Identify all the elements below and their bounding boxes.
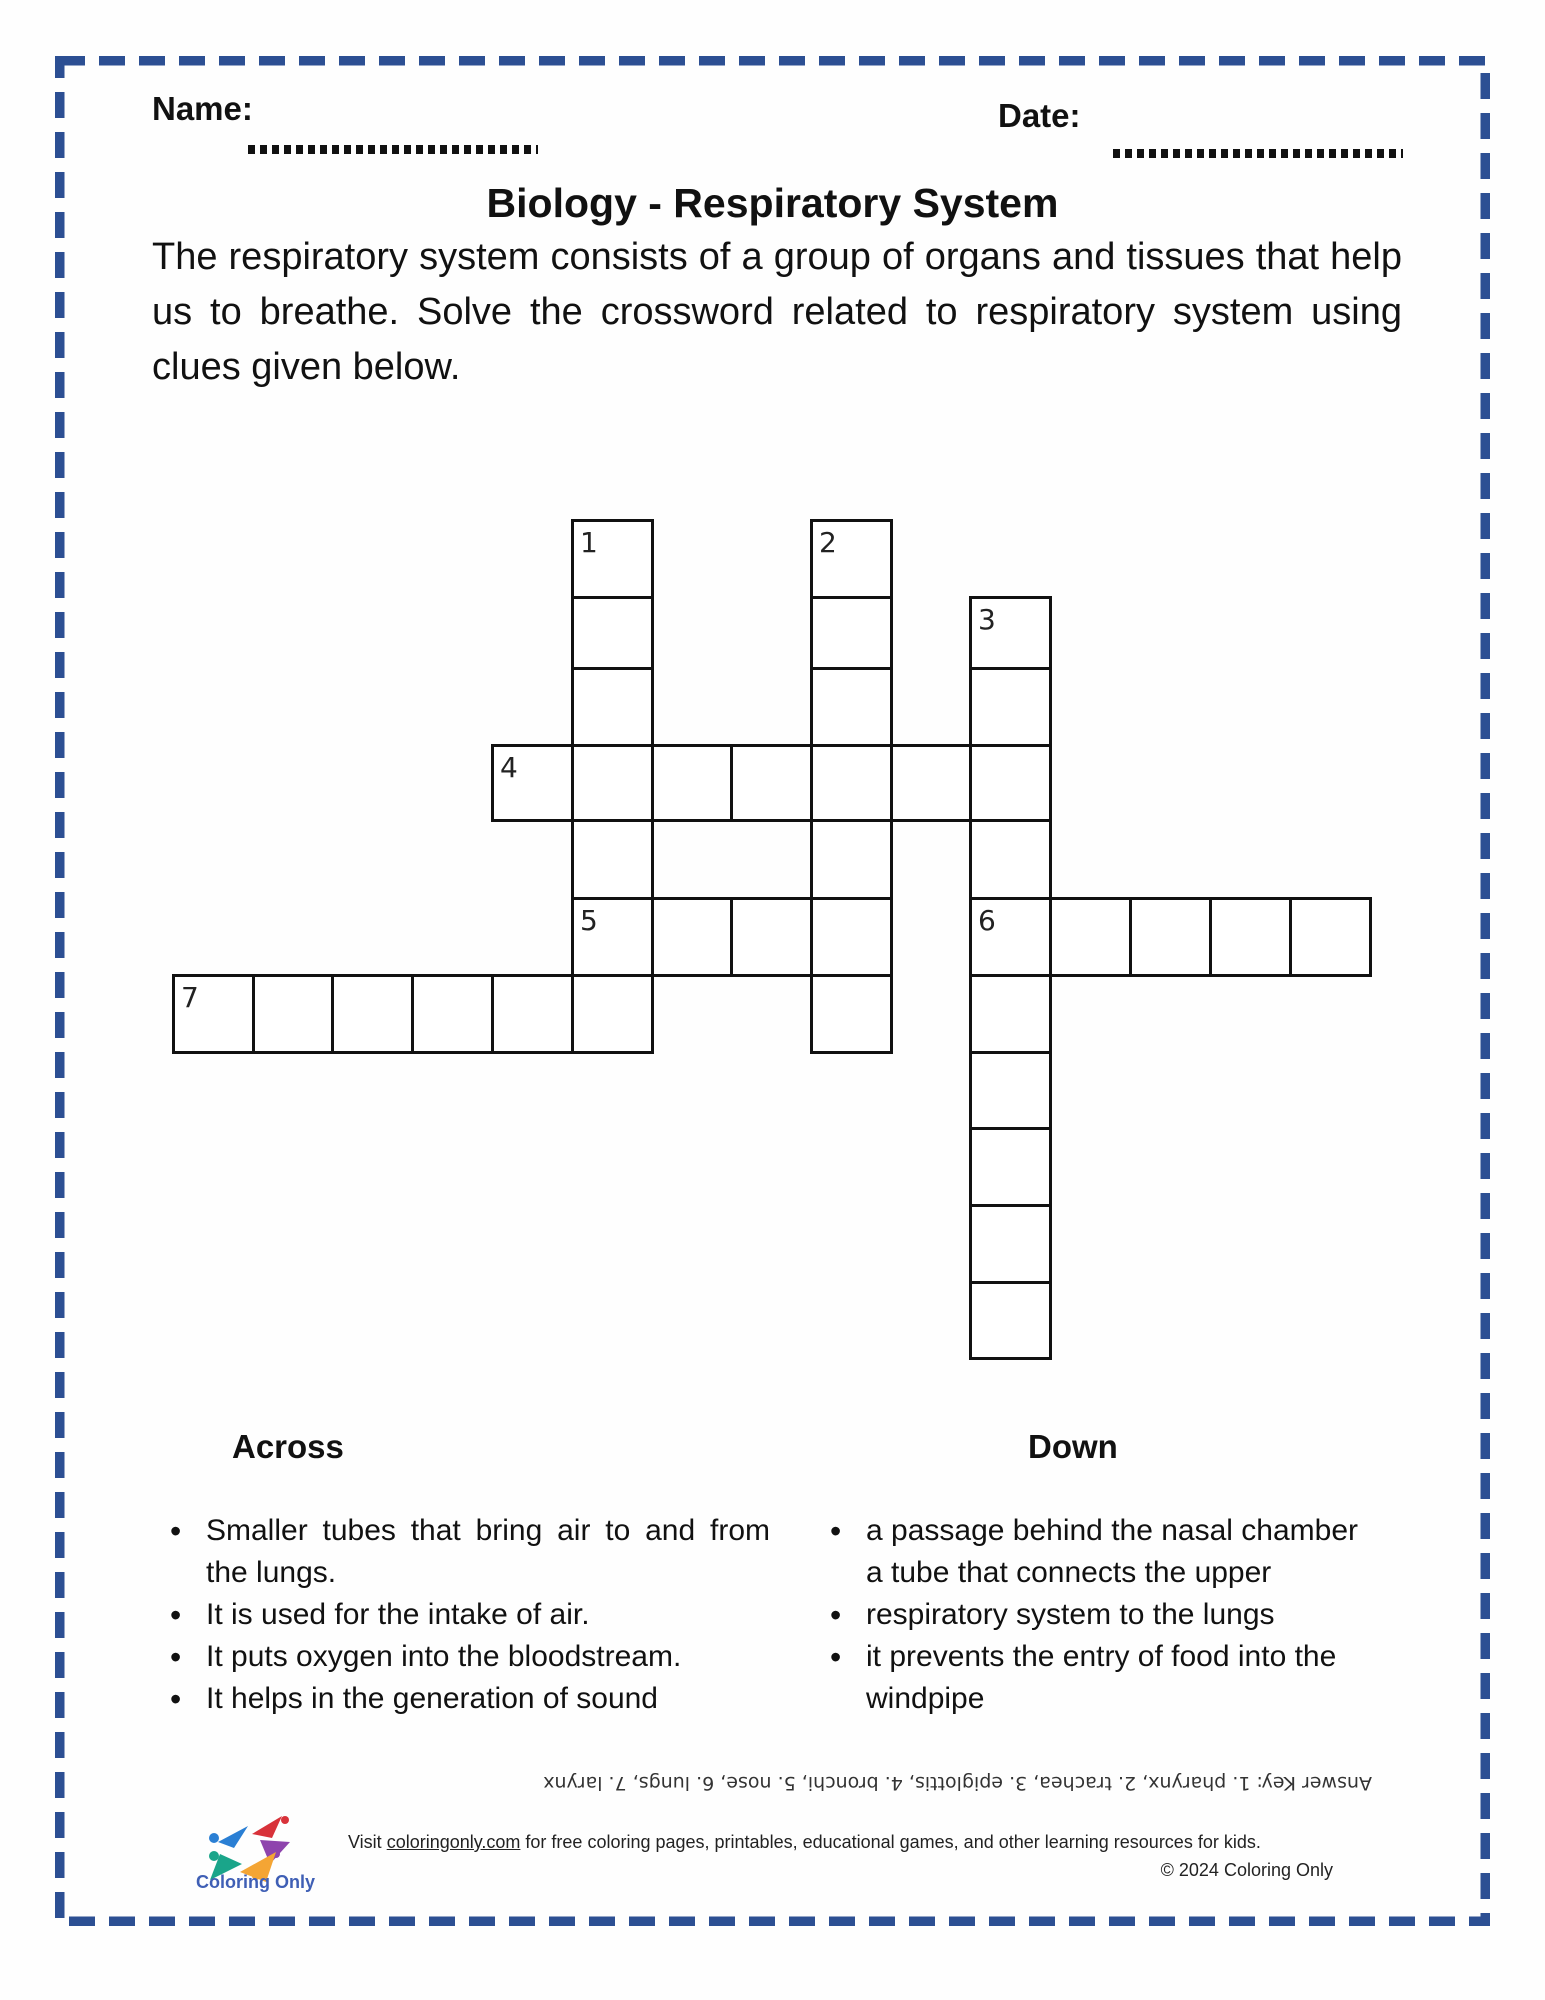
crossword-cell[interactable]: [651, 897, 733, 977]
crossword-cell[interactable]: [969, 974, 1052, 1054]
crossword-cell[interactable]: [969, 1127, 1052, 1207]
coloringonly-link[interactable]: coloringonly.com: [386, 1832, 521, 1852]
crossword-cell[interactable]: [730, 744, 813, 822]
clue-text: respiratory system to the lungs: [866, 1598, 1275, 1631]
crossword-cell[interactable]: [810, 819, 893, 900]
crossword-cell[interactable]: [730, 897, 813, 977]
intro-paragraph: The respiratory system consists of a group of organs and tissues that help us to breathe. Solve the crossword related to respiratory system using clues given below.: [152, 236, 1402, 388]
clue-number: 1: [580, 526, 598, 559]
down-heading: Down: [1028, 1428, 1118, 1465]
clue-text: It is used for the intake of air.: [206, 1598, 590, 1631]
crossword-cell[interactable]: [810, 744, 893, 822]
crossword-cell[interactable]: [571, 519, 654, 599]
date-label: Date:: [998, 97, 1081, 134]
crossword-cell[interactable]: [1209, 897, 1292, 977]
crossword-cell[interactable]: [651, 744, 733, 822]
across-clue: [170, 1636, 770, 1678]
crossword-cell[interactable]: [571, 897, 654, 977]
crossword-cell[interactable]: [969, 1281, 1052, 1360]
date-input-line[interactable]: [1113, 149, 1403, 158]
clue-number: 3: [978, 603, 996, 636]
clue-number: 5: [580, 904, 598, 937]
crossword-cell[interactable]: [969, 1051, 1052, 1130]
clue-number: 4: [500, 751, 518, 784]
across-clue: [170, 1594, 770, 1636]
crossword-cell[interactable]: [810, 596, 893, 670]
crossword-cell[interactable]: [810, 667, 893, 747]
down-clues: [830, 1510, 1390, 1720]
page-title: Biology - Respiratory System: [486, 180, 1059, 226]
down-clue: [830, 1594, 1390, 1636]
crossword-cell[interactable]: [1049, 897, 1132, 977]
footer-visit-text: [348, 1832, 1261, 1853]
visit-suffix: for free coloring pages, printables, educational games, and other learning resources for kids.: [520, 1832, 1261, 1852]
answer-key-upside-down: Answer Key: 1. pharynx, 2. trachea, 3. epiglottis, 4. bronchi, 5. nose, 6. lungs, 7. larynx: [543, 1772, 1372, 1794]
crossword-cell[interactable]: [810, 974, 893, 1054]
crossword-cell[interactable]: [571, 819, 654, 900]
name-input-line[interactable]: [248, 145, 538, 154]
crossword-cell[interactable]: [969, 596, 1052, 670]
copyright-text: © 2024 Coloring Only: [1160, 1860, 1333, 1880]
clue-number: 6: [978, 904, 996, 937]
crossword-cell[interactable]: [411, 974, 494, 1054]
down-clue: [830, 1552, 1390, 1594]
crossword-cell[interactable]: [969, 897, 1052, 977]
visit-prefix: Visit: [348, 1832, 387, 1852]
crossword-cell[interactable]: [810, 519, 893, 599]
crossword-cell[interactable]: [491, 744, 574, 822]
clue-number: 7: [181, 981, 199, 1014]
crossword-cell[interactable]: [1289, 897, 1372, 977]
name-label: Name:: [152, 90, 253, 127]
clue-text: It helps in the generation of sound: [206, 1682, 658, 1715]
clue-text: it prevents the entry of food into the windpipe: [866, 1640, 1337, 1715]
across-clues: [170, 1510, 770, 1720]
clue-text: It puts oxygen into the bloodstream.: [206, 1640, 682, 1673]
crossword-cell[interactable]: [571, 744, 654, 822]
clue-text: Smaller tubes that bring air to and from the lungs.: [206, 1514, 770, 1589]
crossword-cell[interactable]: [331, 974, 414, 1054]
crossword-cell[interactable]: [969, 1204, 1052, 1284]
crossword-cell[interactable]: [491, 974, 574, 1054]
crossword-cell[interactable]: [571, 596, 654, 670]
crossword-cell[interactable]: [969, 667, 1052, 747]
crossword-cell[interactable]: [571, 974, 654, 1054]
across-heading: Across: [232, 1428, 344, 1465]
clue-text: a tube that connects the upper: [866, 1556, 1272, 1589]
crossword-cell[interactable]: [571, 667, 654, 747]
across-clue: [170, 1678, 770, 1720]
crossword-cell[interactable]: [252, 974, 334, 1054]
clue-text: a passage behind the nasal chamber: [866, 1514, 1359, 1547]
across-clue: [170, 1510, 770, 1594]
crossword-cell[interactable]: [810, 897, 893, 977]
crossword-cell[interactable]: [969, 744, 1052, 822]
crossword-cell[interactable]: [1129, 897, 1212, 977]
clue-number: 2: [819, 526, 837, 559]
down-clue: [830, 1510, 1390, 1552]
crossword-cell[interactable]: [890, 744, 972, 822]
crossword-cell[interactable]: [172, 974, 255, 1054]
down-clue: [830, 1636, 1390, 1720]
crossword-cell[interactable]: [969, 819, 1052, 900]
logo-text: Coloring Only: [196, 1872, 315, 1892]
